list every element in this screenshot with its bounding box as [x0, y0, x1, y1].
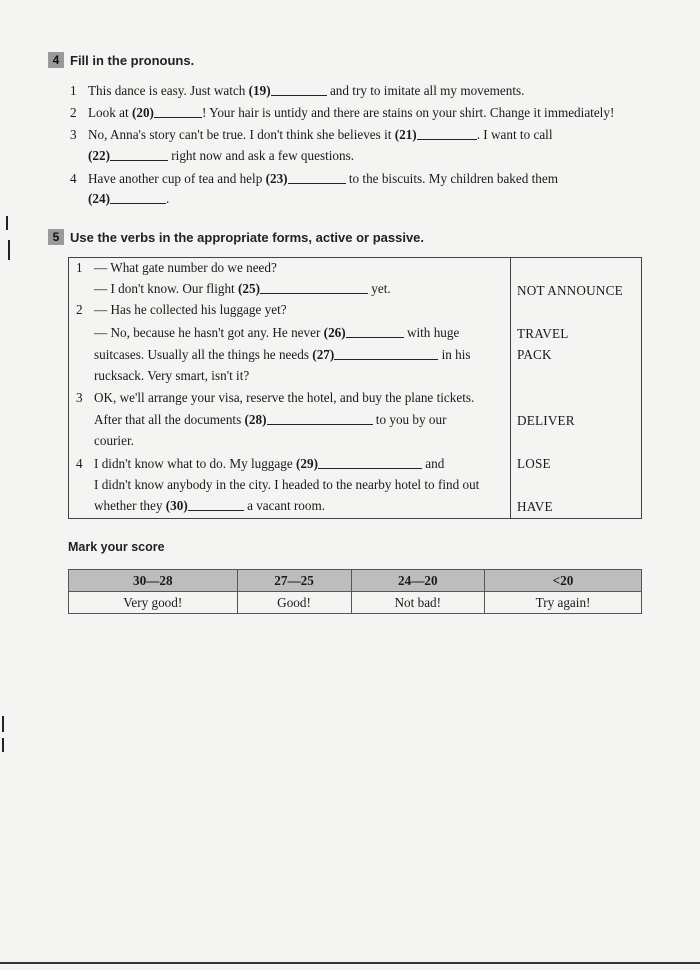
verb-have: HAVE: [517, 499, 553, 514]
verb-not-announce: NOT ANNOUNCE: [517, 283, 623, 298]
section-4-title: Fill in the pronouns.: [70, 53, 195, 68]
margin-mark: [2, 738, 4, 752]
margin-mark: [2, 716, 4, 732]
s5-line-2: — I don't know. Our flight (25) yet.: [94, 281, 391, 296]
score-range: 30—28: [69, 570, 238, 592]
s4-item-4: 4 Have another cup of tea and help (23) to the biscuits. My children baked them: [70, 171, 559, 186]
score-table: [68, 569, 642, 614]
blank-21[interactable]: [417, 127, 477, 140]
blank-24[interactable]: [110, 191, 166, 204]
section-4-heading: [48, 52, 194, 68]
s5-line-11: I didn't know anybody in the city. I headed to the nearby hotel to find out: [94, 477, 480, 492]
score-label: Good!: [237, 592, 351, 614]
verb-travel: TRAVEL: [517, 326, 569, 341]
s5-line-1: 1 — What gate number do we need?: [76, 260, 277, 275]
verb-pack: PACK: [517, 347, 552, 362]
verbs-column: [511, 258, 642, 519]
section-4-number: 4: [48, 52, 64, 68]
bottom-edge-rule: [0, 962, 700, 964]
score-label: Try again!: [485, 592, 642, 614]
s4-item-1: 1 This dance is easy. Just watch (19) and try to imitate all my movements.: [70, 83, 525, 98]
blank-30[interactable]: [188, 498, 244, 511]
score-range: <20: [485, 570, 642, 592]
s5-line-6: rucksack. Very smart, isn't it?: [94, 368, 250, 383]
score-range: 27—25: [237, 570, 351, 592]
blank-19[interactable]: [271, 83, 327, 96]
s5-line-7: 3 OK, we'll arrange your visa, reserve the hotel, and buy the plane tickets.: [76, 390, 475, 405]
blank-26[interactable]: [346, 325, 404, 338]
margin-mark: [6, 216, 8, 230]
s5-line-3: 2 — Has he collected his luggage yet?: [76, 302, 287, 317]
score-range-row: [69, 570, 642, 592]
verb-deliver: DELIVER: [517, 413, 575, 428]
blank-20[interactable]: [154, 105, 202, 118]
s4-item-3: 3 No, Anna's story can't be true. I don't think she believes it (21) . I want to call: [70, 127, 553, 142]
blank-28[interactable]: [267, 412, 373, 425]
blank-27[interactable]: [334, 347, 438, 360]
margin-mark: [8, 240, 10, 260]
s5-line-9: courier.: [94, 433, 134, 448]
s5-line-10: 4 I didn't know what to do. My luggage (29) and: [76, 456, 445, 471]
score-label-row: [69, 592, 642, 614]
s4-item-4-cont: (24) .: [88, 191, 170, 206]
s5-line-4: — No, because he hasn't got any. He never (26) with huge: [94, 325, 460, 340]
section-5-number: 5: [48, 229, 64, 245]
score-title: Mark your score: [68, 540, 165, 554]
s5-line-5: suitcases. Usually all the things he needs (27) in his: [94, 347, 471, 362]
blank-29[interactable]: [318, 456, 422, 469]
section-5-title: Use the verbs in the appropriate forms, active or passive.: [70, 230, 425, 245]
s4-item-2: 2 Look at (20) ! Your hair is untidy and there are stains on your shirt. Change it immediately!: [70, 105, 615, 120]
blank-23[interactable]: [288, 171, 346, 184]
s5-line-8: After that all the documents (28) to you by our: [94, 412, 447, 427]
score-label: Not bad!: [351, 592, 485, 614]
s5-line-12: whether they (30) a vacant room.: [94, 498, 326, 513]
score-range: 24—20: [351, 570, 485, 592]
section-5-heading: [48, 229, 424, 245]
score-label: Very good!: [69, 592, 238, 614]
blank-25[interactable]: [260, 281, 368, 294]
s4-item-3-cont: (22) right now and ask a few questions.: [88, 148, 355, 163]
verb-lose: LOSE: [517, 456, 551, 471]
blank-22[interactable]: [110, 148, 168, 161]
